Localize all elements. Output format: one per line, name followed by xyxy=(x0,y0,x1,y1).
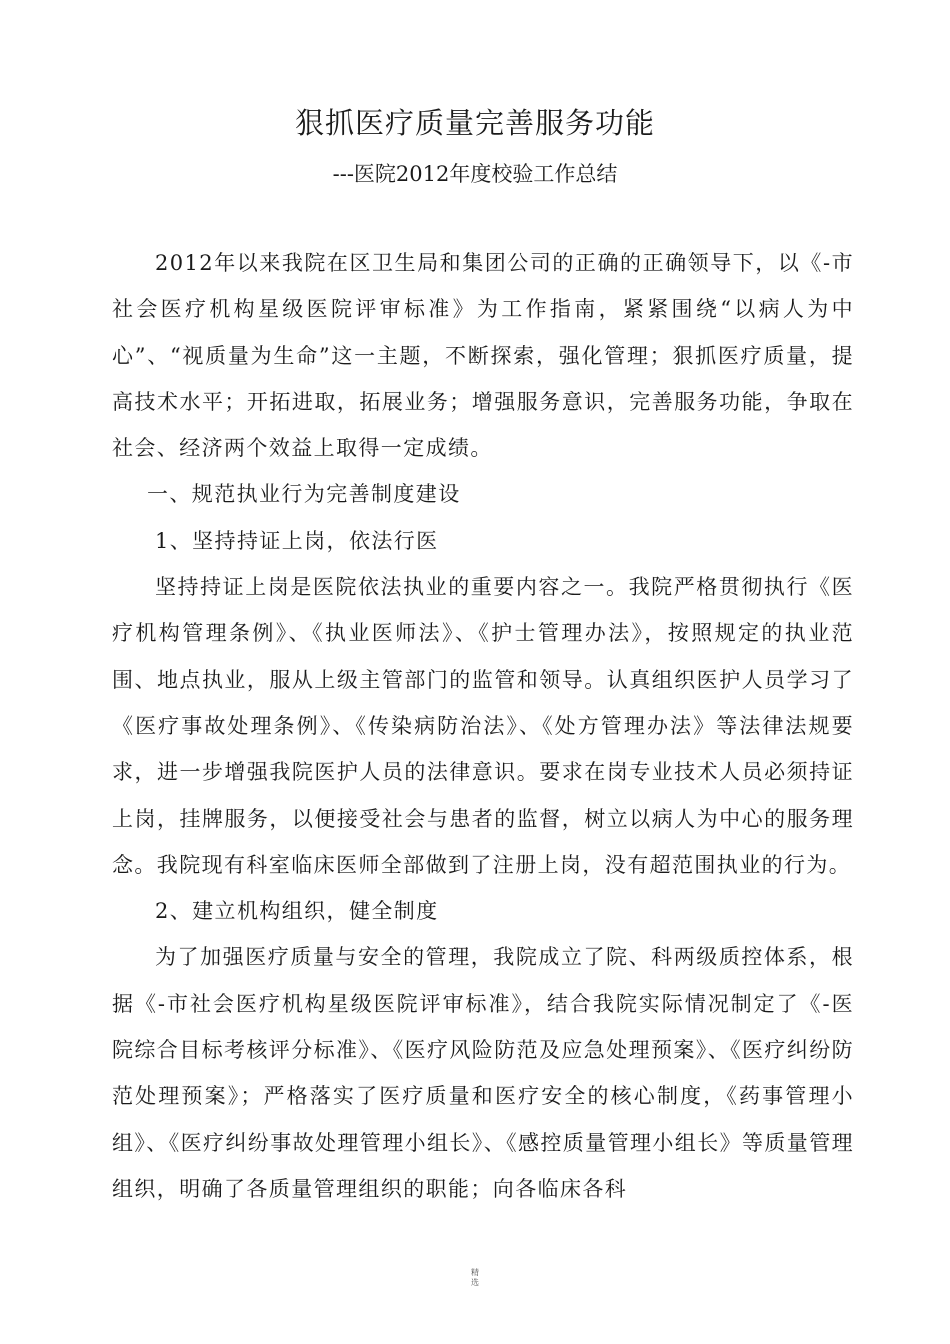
document-body xyxy=(112,240,854,1212)
footer-line-1: 精 xyxy=(471,1268,479,1277)
subsection-heading-2: 2、建立机构组织，健全制度 xyxy=(155,899,439,924)
paragraph-licensing: 坚持持证上岗是医院依法执业的重要内容之一。我院严格贯彻执行《医疗机构管理条例》、《执业医师法》、《护士管理办法》，按照规定的执业范围、地点执业，服从上级主管部门的监管和领导。认真组织医护人员学习了《医疗事故处理条例》、《传染病防治法》、《处方管理办法》等法律法规要求，进一步增强我院医护人员的法律意识。要求在岗专业技术人员必须持证上岗，挂牌服务，以便接受社会与患者的监督，树立以病人为中心的服务理念。我院现有科室临床医师全部做到了注册上岗，没有超范围执业的行为。 xyxy=(112,575,854,877)
page-footer-mark xyxy=(0,1268,950,1288)
subsection-heading-1: 1、坚持持证上岗，依法行医 xyxy=(155,528,439,553)
document-title: 狠抓医疗质量完善服务功能 xyxy=(294,106,655,140)
section-heading-1: 一、规范执业行为完善制度建设 xyxy=(147,482,461,507)
paragraph-intro: 2012年以来我院在区卫生局和集团公司的正确的正确领导下，以《-市社会医疗机构星级医院评审标准》为工作指南，紧紧围绕“以病人为中心”、“视质量为生命”这一主题，不断探索，强化管理；狠抓医疗质量，提高技术水平；开拓进取，拓展业务；增强服务意识，完善服务功能，争取在社会、经济两个效益上取得一定成绩。 xyxy=(112,251,854,461)
paragraph-organization: 为了加强医疗质量与安全的管理，我院成立了院、科两级质控体系，根据《-市社会医疗机构星级医院评审标准》，结合我院实际情况制定了《-医院综合目标考核评分标准》、《医疗风险防范及应急处理预案》、《医疗纠纷防范处理预案》；严格落实了医疗质量和医疗安全的核心制度，《药事管理小组》、《医疗纠纷事故处理管理小组长》、《感控质量管理小组长》等质量管理组织，明确了各质量管理组织的职能；向各临床各科 xyxy=(112,945,854,1201)
document-subtitle: ---医院2012年度校验工作总结 xyxy=(332,162,618,186)
footer-line-2: 选 xyxy=(471,1278,479,1287)
